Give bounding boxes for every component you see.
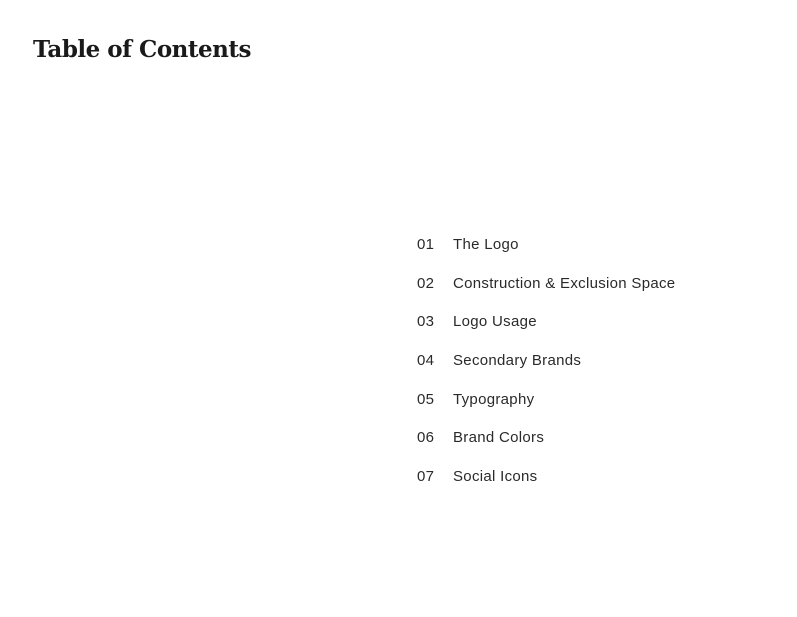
toc-item-number: 02 — [417, 274, 435, 292]
toc-item-social-icons[interactable] — [417, 457, 675, 496]
toc-item-label: Social Icons — [453, 467, 538, 485]
toc-item-number: 06 — [417, 429, 435, 447]
toc-item-label: Typography — [453, 390, 535, 408]
toc-item-secondary-brands[interactable] — [417, 341, 675, 380]
toc-item-number: 04 — [417, 351, 435, 369]
toc-item-number: 03 — [417, 313, 435, 331]
toc-item-label: The Logo — [453, 235, 519, 253]
toc-item-label: Secondary Brands — [453, 351, 582, 369]
toc-item-the-logo[interactable] — [417, 225, 675, 264]
toc-item-number: 05 — [417, 390, 435, 408]
toc-item-logo-usage[interactable] — [417, 302, 675, 341]
table-of-contents — [417, 225, 675, 496]
toc-item-label: Construction & Exclusion Space — [453, 274, 676, 292]
toc-item-label: Logo Usage — [453, 313, 537, 331]
toc-item-typography[interactable] — [417, 380, 675, 419]
page-title: Table of Contents — [33, 36, 251, 63]
toc-item-number: 01 — [417, 235, 435, 253]
toc-item-label: Brand Colors — [453, 429, 545, 447]
toc-item-construction-exclusion-space[interactable] — [417, 264, 675, 303]
toc-item-number: 07 — [417, 467, 435, 485]
toc-item-brand-colors[interactable] — [417, 418, 675, 457]
